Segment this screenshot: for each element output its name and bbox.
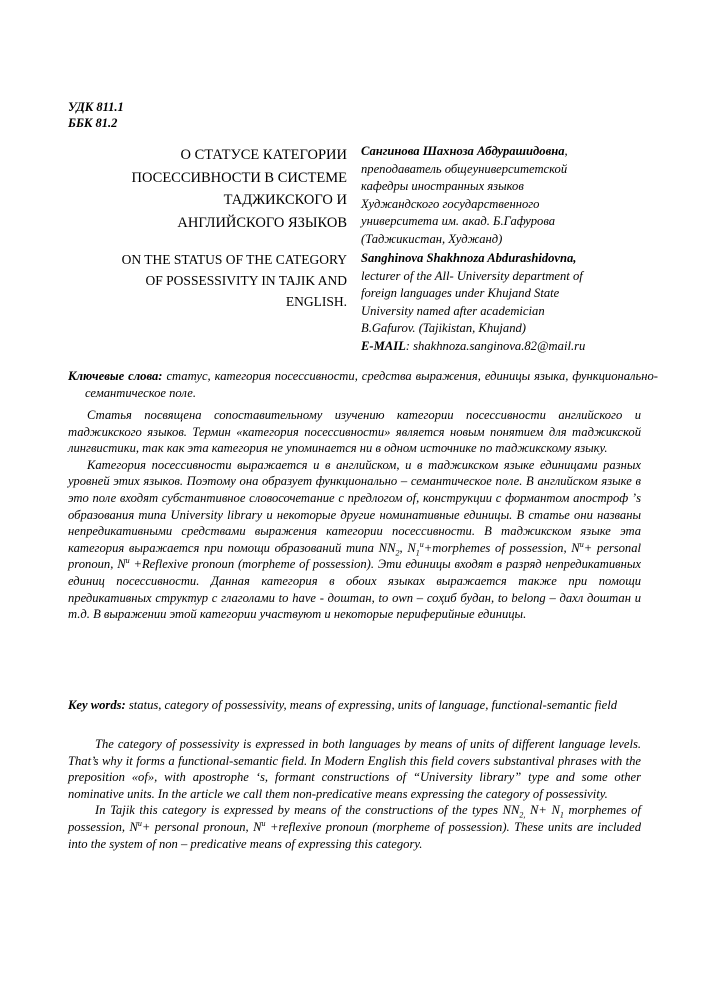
keywords-en-label: Key words: xyxy=(68,698,126,712)
title-ru-line: О СТАТУСЕ КАТЕГОРИИ xyxy=(180,147,347,163)
abstract-en-paragraph: The category of possessivity is expressed in both languages by means of units of different language levels. That’s why it forms a functional-semantic field. In Modern English this field covers substantival phrases with the preposition «of», with apostrophe ‘s, formant constructions of “University library” type and some other nominative units. In the article we call them non-predicative means expressing the category of possessivity. xyxy=(68,737,641,801)
title-ru-line: ТАДЖИКСКОГО И xyxy=(223,192,347,208)
title-ru-line: АНГЛИЙСКОГО ЯЗЫКОВ xyxy=(177,214,347,231)
title-en-line: ON THE STATUS OF THE CATEGORY xyxy=(121,252,347,267)
author-name-ru: Сангинова Шахноза Абдурашидовна xyxy=(361,144,565,158)
author-en-line: B.Gafurov. (Tajikistan, Khujand) xyxy=(361,321,527,335)
title-en-line: OF POSSESSIVITY IN TAJIK AND xyxy=(145,273,347,288)
title-en-line: ENGLISH. xyxy=(285,294,347,309)
author-ru-line: кафедры иностранных языков xyxy=(361,179,524,193)
author-name-en: Sanghinova Shakhnoza Abdurashidovna, xyxy=(361,251,577,265)
keywords-russian xyxy=(68,368,658,402)
email-label: E-MAIL xyxy=(361,338,406,353)
author-ru-line: преподаватель общеуниверситетской xyxy=(361,161,568,176)
classification-codes xyxy=(68,99,124,131)
keywords-en-text: status, category of possessivity, means of expressing, units of language, functional-semantic field xyxy=(125,698,618,712)
udk-code: УДК 811.1 xyxy=(68,100,124,114)
author-ru-line: университета им. акад. Б.Гафурова xyxy=(361,214,555,228)
title-ru-line: ПОСЕССИВНОСТИ В СИСТЕМЕ xyxy=(131,169,347,186)
author-en-line: lecturer of the All- University department of xyxy=(361,268,583,283)
abstract-english xyxy=(68,736,641,852)
author-info-english xyxy=(361,250,646,355)
abstract-en-paragraph: In Tajik this category is expressed by means of the constructions of the types $NN_{2,}$ $N+ N_1$ morphemes of possession, $N^u+$ personal pronoun, $N^u$ +reflexive pronoun (morpheme of possession). These units are included into the system of non – predicative means of expressing this category. xyxy=(68,803,641,851)
author-en-line: foreign languages under Khujand State xyxy=(361,286,560,300)
bbk-code: ББК 81.2 xyxy=(68,116,118,130)
author-ru-line: (Таджикистан, Худжанд) xyxy=(361,231,503,246)
abstract-ru-paragraph: Статья посвящена сопоставительному изучению категории посессивности английского и таджикского языков. Термин «категория посессивности» является новым понятием для таджикской лингвистики, так как эта категория не упоминается ни в одном источнике по таджикскому языку. xyxy=(68,408,641,456)
author-name-punct: , xyxy=(564,144,568,158)
abstract-russian xyxy=(68,407,641,623)
author-en-line: University named after academician xyxy=(361,303,545,318)
keywords-ru-label: Ключевые слова: xyxy=(68,369,163,383)
title-english xyxy=(68,249,347,312)
keywords-english xyxy=(68,697,658,714)
email-address[interactable]: : shakhnoza.sanginova.82@mail.ru xyxy=(405,338,586,353)
author-info-russian xyxy=(361,143,646,248)
keywords-ru-text: статус, категория посессивности, средства выражения, единицы языка, функционально-семантическое поле. xyxy=(85,369,658,400)
author-ru-line: Худжандского государственного xyxy=(361,196,540,211)
abstract-ru-paragraph: Категория посессивности выражается и в английском, и в таджикском языке единицами разных уровней этих языков. Поэтому она образует функционально – семантическое поле. В английском языке в это поле входят субстантивное словосочетание с предлогом of, конструкции с формантом апостроф ’s образования типа University library и некоторые другие номинативные единицы. В статье они названы непредикативными средствами выражения категории посессивности. В таджикском языке эта категория выражается при помощи образований типа $NN_2$, $N_1^u+morphemes$ of possession, $N^u+$ personal pronoun, $N^u$ +Reflexive pronoun (morpheme of possession). Эти единицы входят в разряд непредикативных единиц посессивности. Данная категория в обоих языках выражается также при помощи предикативных структур с глаголами to have - доштан, to own – соҳиб будан, to belong – дахл доштан и т.д. В выражении этой категории участвуют и некоторые периферийные единицы. xyxy=(68,457,642,622)
title-russian xyxy=(68,144,347,234)
